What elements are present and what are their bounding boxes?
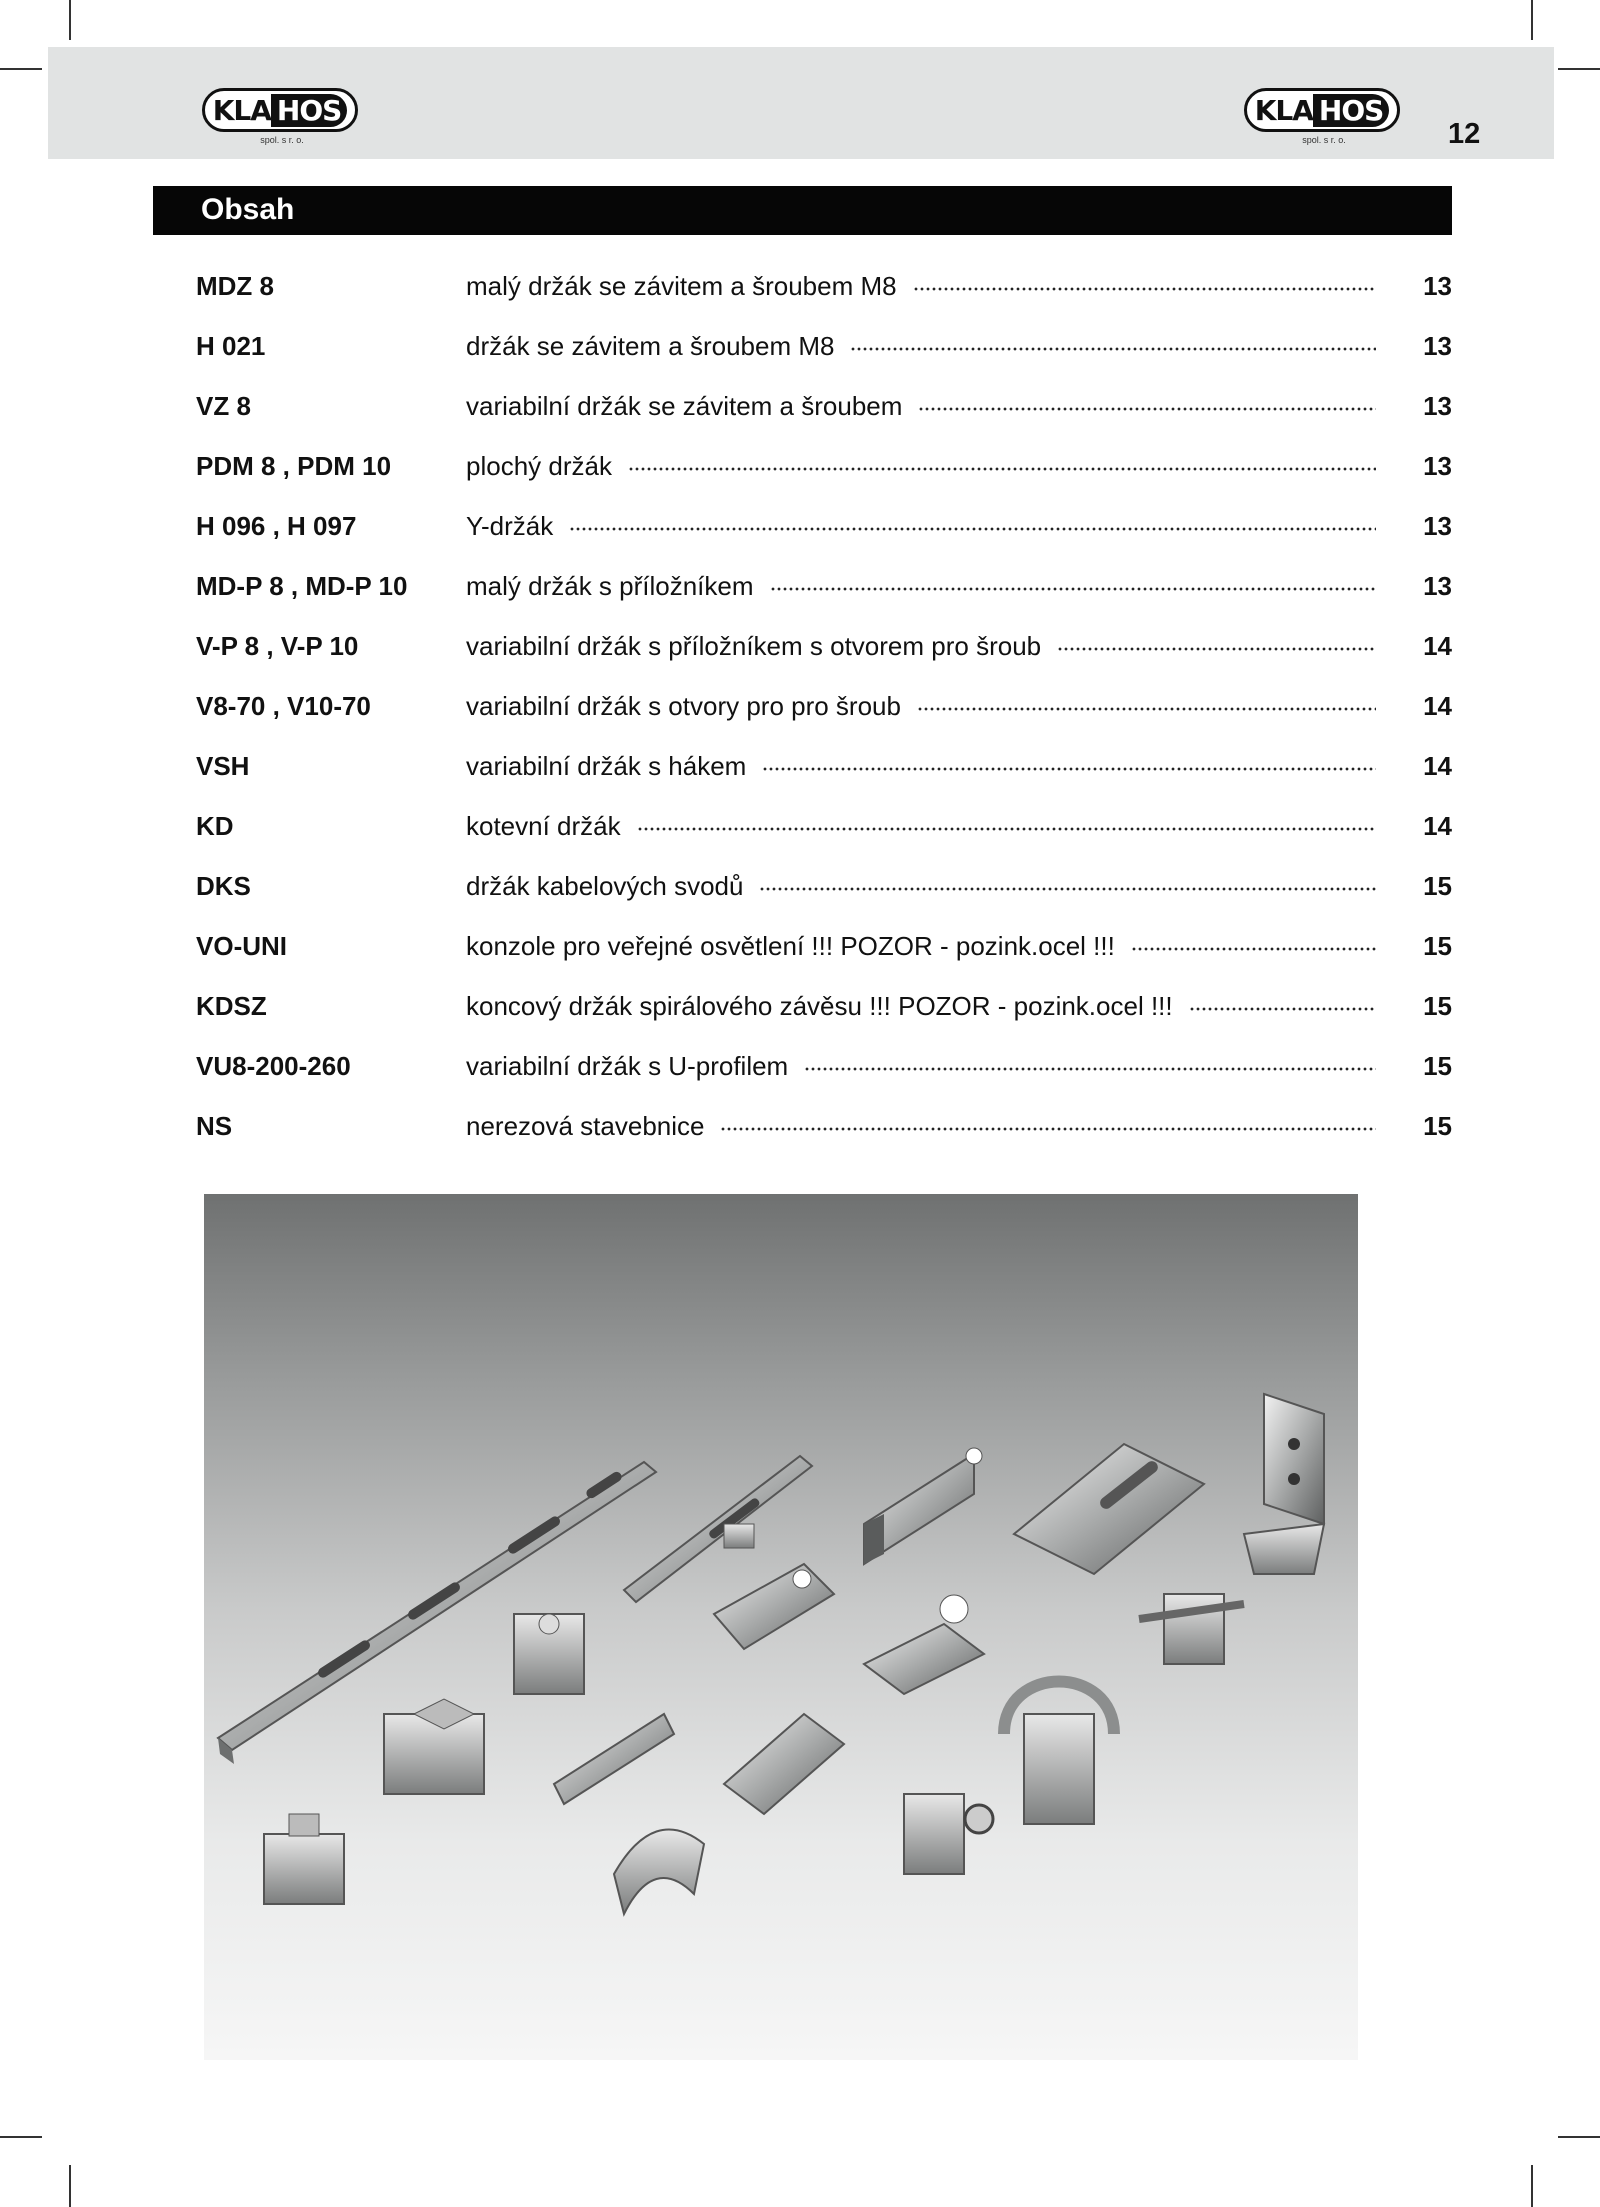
toc-row[interactable] [0, 806, 1600, 846]
toc-leader-dots [913, 283, 1376, 295]
klahos-logo-left [202, 88, 362, 148]
toc-description-line [466, 746, 1376, 786]
toc-leader-dots [759, 883, 1376, 895]
toc-description: konzole pro veřejné osvětlení !!! POZOR - pozink.ocel !!! [466, 931, 1115, 961]
toc-description: malý držák s příložníkem [466, 571, 754, 601]
bolt-clamp [384, 1699, 484, 1794]
toc-row[interactable] [0, 446, 1600, 486]
toc-row[interactable] [0, 626, 1600, 666]
toc-page: 15 [1423, 931, 1452, 961]
toc-code: VZ 8 [196, 391, 251, 421]
threaded-bracket [864, 1448, 982, 1564]
toc-row[interactable] [0, 326, 1600, 366]
toc-description-line [466, 1046, 1376, 1086]
toc-description: malý držák se závitem a šroubem M8 [466, 271, 897, 301]
y-bracket [864, 1595, 984, 1694]
toc-leader-dots [762, 763, 1376, 775]
angle-bracket [1244, 1394, 1324, 1574]
toc-row[interactable] [0, 926, 1600, 966]
toc-description: variabilní držák s příložníkem s otvorem pro šroub [466, 631, 1042, 661]
crop-mark [1558, 68, 1600, 70]
toc-description-line [466, 506, 1376, 546]
logo-pill [202, 88, 358, 132]
toc-page: 15 [1423, 1111, 1452, 1141]
crop-mark [69, 2165, 71, 2207]
toc-leader-dots [637, 823, 1376, 835]
toc-description-line [466, 986, 1376, 1026]
toc-page: 14 [1423, 691, 1452, 721]
toc-page: 13 [1423, 331, 1452, 361]
crop-mark [1531, 0, 1533, 40]
toc-description-line [466, 326, 1376, 366]
toc-row[interactable] [0, 1046, 1600, 1086]
toc-leader-dots [1189, 1003, 1376, 1015]
toc-leader-dots [917, 703, 1376, 715]
toc-page: 15 [1423, 991, 1452, 1021]
toc-code: PDM 8 , PDM 10 [196, 451, 392, 481]
hook-bracket [1004, 1682, 1114, 1825]
toc-row[interactable] [0, 866, 1600, 906]
toc-leader-dots [804, 1063, 1376, 1075]
toc-description: plochý držák [466, 451, 612, 481]
toc-leader-dots [628, 463, 1376, 475]
toc-description-line [466, 266, 1376, 306]
toc-page: 13 [1423, 571, 1452, 601]
saddle-bracket [614, 1829, 704, 1914]
page-number: 12 [1448, 118, 1481, 150]
toc-code: MDZ 8 [196, 271, 274, 301]
toc-code: VO-UNI [196, 931, 287, 961]
slotted-plate [1014, 1444, 1204, 1574]
toc-description-line [466, 566, 1376, 606]
toc-description-line [466, 686, 1376, 726]
toc-page: 14 [1423, 631, 1452, 661]
toc-code: V8-70 , V10-70 [196, 691, 371, 721]
logo-subtitle: spol. s r. o. [260, 135, 304, 145]
toc-page: 13 [1423, 271, 1452, 301]
logo-text-kla: KLA [212, 93, 271, 127]
toc-description: nerezová stavebnice [466, 1111, 705, 1141]
toc-page: 15 [1423, 871, 1452, 901]
logo-pill [1244, 88, 1400, 132]
toc-leader-dots [850, 343, 1376, 355]
logo-text-hos: HOS [1313, 94, 1389, 127]
toc-code: DKS [196, 871, 251, 901]
toc-leader-dots [770, 583, 1376, 595]
toc-code: NS [196, 1111, 233, 1141]
small-bracket [514, 1614, 584, 1694]
toc-code: KD [196, 811, 234, 841]
toc-description-line [466, 446, 1376, 486]
toc-code: MD-P 8 , MD-P 10 [196, 571, 408, 601]
section-title-bar [153, 186, 1452, 235]
crop-mark [1531, 2165, 1533, 2207]
crop-mark [0, 2136, 42, 2138]
toc-description-line [466, 926, 1376, 966]
toc-code: VU8-200-260 [196, 1051, 351, 1081]
toc-row[interactable] [0, 986, 1600, 1026]
klahos-logo-right [1244, 88, 1404, 148]
toc-code: H 096 , H 097 [196, 511, 357, 541]
toc-code: V-P 8 , V-P 10 [196, 631, 359, 661]
toc-description: Y-držák [466, 511, 554, 541]
toc-row[interactable] [0, 566, 1600, 606]
flat-bracket [554, 1714, 674, 1804]
toc-description: kotevní držák [466, 811, 621, 841]
toc-page: 13 [1423, 451, 1452, 481]
toc-description: variabilní držák s hákem [466, 751, 747, 781]
toc-row[interactable] [0, 266, 1600, 306]
toc-page: 14 [1423, 751, 1452, 781]
toc-leader-dots [720, 1123, 1376, 1135]
toc-row[interactable] [0, 746, 1600, 786]
toc-leader-dots [918, 403, 1376, 415]
product-photo [204, 1194, 1358, 2060]
toc-page: 13 [1423, 391, 1452, 421]
toc-description-line [466, 386, 1376, 426]
logo-text-hos: HOS [271, 94, 347, 127]
toc-code: KDSZ [196, 991, 267, 1021]
small-clamp [264, 1814, 344, 1904]
product-photo-illustration [204, 1194, 1358, 2060]
toothed-bracket [724, 1714, 844, 1814]
toc-code: VSH [196, 751, 250, 781]
logo-subtitle: spol. s r. o. [1302, 135, 1346, 145]
toc-row[interactable] [0, 386, 1600, 426]
toc-description-line [466, 1106, 1376, 1146]
toc-page: 14 [1423, 811, 1452, 841]
toc-description-line [466, 626, 1376, 666]
toc-page: 15 [1423, 1051, 1452, 1081]
crop-mark [1558, 2136, 1600, 2138]
section-title: Obsah [201, 193, 295, 226]
toc-row[interactable] [0, 1106, 1600, 1146]
toc-description: variabilní držák s U-profilem [466, 1051, 789, 1081]
toc-leader-dots [569, 523, 1376, 535]
screw-clamp [904, 1794, 993, 1874]
toc-description-line [466, 866, 1376, 906]
logo-text-kla: KLA [1254, 93, 1313, 127]
toc-code: H 021 [196, 331, 266, 361]
toc-leader-dots [1131, 943, 1376, 955]
toc-description: variabilní držák se závitem a šroubem [466, 391, 903, 421]
toc-row[interactable] [0, 686, 1600, 726]
toc-page: 13 [1423, 511, 1452, 541]
threaded-clamp [1139, 1594, 1244, 1664]
toc-description-line [466, 806, 1376, 846]
toc-description: držák kabelových svodů [466, 871, 744, 901]
toc-description: koncový držák spirálového závěsu !!! POZOR - pozink.ocel !!! [466, 991, 1173, 1021]
toc-leader-dots [1057, 643, 1376, 655]
toc-description: variabilní držák s otvory pro pro šroub [466, 691, 901, 721]
crop-mark [0, 68, 42, 70]
toc-description: držák se závitem a šroubem M8 [466, 331, 835, 361]
crop-mark [69, 0, 71, 40]
small-bracket [714, 1564, 834, 1649]
toc-row[interactable] [0, 506, 1600, 546]
